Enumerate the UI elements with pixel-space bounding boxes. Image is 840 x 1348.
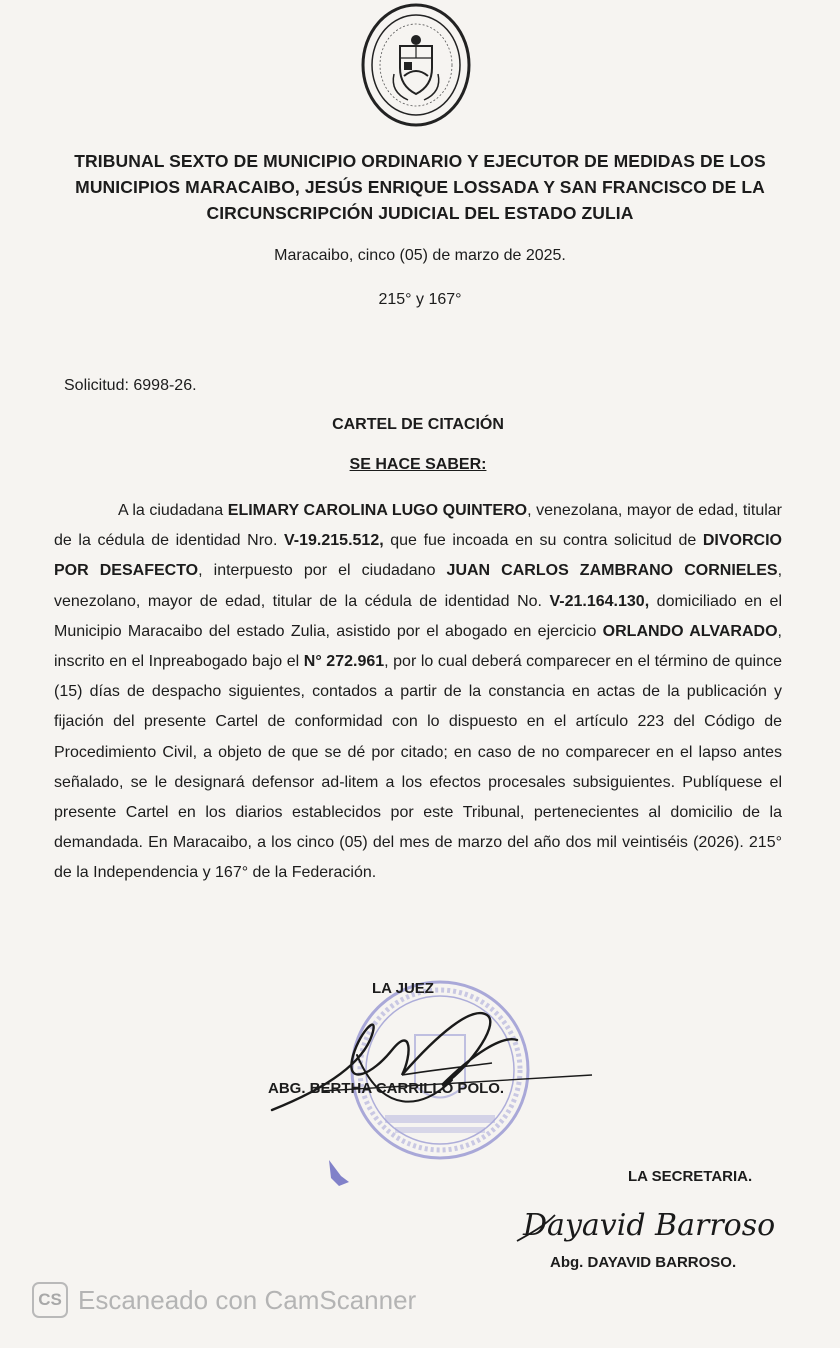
- judge-name: ABG. BERTHA CARRILLO POLO.: [268, 1080, 505, 1097]
- body-bold-text: V-21.164.130,: [549, 592, 650, 610]
- notice-body: [54, 496, 782, 889]
- secretary-handwritten-signature: Dayavid Barroso: [523, 1208, 776, 1243]
- body-text: que fue incoada en su contra solicitud de: [383, 532, 703, 550]
- independence-federation-years: 215° y 167°: [378, 291, 462, 308]
- court-title-line: MUNICIPIOS MARACAIBO, JESÚS ENRIQUE LOSSADA Y SAN FRANCISCO DE LA: [75, 177, 765, 197]
- body-bold-text: N° 272.961: [303, 653, 385, 671]
- court-title: [40, 148, 800, 226]
- secretary-label: LA SECRETARIA.: [628, 1168, 753, 1185]
- court-title-line: CIRCUNSCRIPCIÓN JUDICIAL DEL ESTADO ZULIA: [206, 203, 634, 223]
- body-bold-text: ELIMARY CAROLINA LUGO QUINTERO: [227, 502, 528, 519]
- camscanner-logo-icon: CS: [32, 1282, 68, 1318]
- camscanner-text: Escaneado con CamScanner: [78, 1284, 417, 1315]
- coat-of-arms-seal-icon: [360, 2, 472, 128]
- body-bold-text: ORLANDO ALVARADO: [602, 622, 778, 640]
- judge-signature-icon: [262, 995, 602, 1125]
- camscanner-watermark: [32, 1280, 416, 1320]
- secretary-name: Abg. DAYAVID BARROSO.: [550, 1254, 737, 1271]
- body-bold-text: DIVORCIO POR DESAFECTO: [54, 532, 782, 580]
- body-text: , inscrito en el Inpreabogado bajo el: [54, 622, 782, 671]
- document-heading: CARTEL DE CITACIÓN: [332, 416, 504, 433]
- document-subheading: SE HACE SABER:: [349, 456, 487, 473]
- body-text: domiciliado en el Municipio Maracaibo del estado Zulia, asistido por el abogado en ejercicio: [54, 592, 782, 640]
- court-title-line: TRIBUNAL SEXTO DE MUNICIPIO ORDINARIO Y EJECUTOR DE MEDIDAS DE LOS: [74, 151, 766, 171]
- request-number: Solicitud: 6998-26.: [64, 377, 197, 394]
- body-text: , venezolana, mayor de edad, titular de la cédula de identidad Nro.: [54, 502, 783, 550]
- secretary-signature: [515, 1195, 785, 1255]
- body-bold-text: V-19.215.512,: [284, 532, 384, 550]
- body-bold-text: JUAN CARLOS ZAMBRANO CORNIELES: [446, 562, 778, 580]
- document-date: Maracaibo, cinco (05) de marzo de 2025.: [274, 247, 566, 264]
- body-text: , interpuesto por el ciudadano: [198, 562, 447, 580]
- judge-label: LA JUEZ: [372, 980, 434, 997]
- body-text: A la ciudadana: [118, 502, 228, 519]
- ink-mark-icon: [323, 1156, 353, 1190]
- body-text: , venezolano, mayor de edad, titular de la cédula de identidad No.: [54, 562, 783, 610]
- body-text: , por lo cual deberá comparecer en el término de quince (15) días de despacho siguientes, contados a partir de la constancia en actas de la publicación y fijación del presente Cartel de conformidad con lo dispuesto en el artículo 223 del Código de Procedimiento Civil, a objeto de que se dé por citado; en caso de no comparecer en el lapso antes señalado, se le designará defensor ad-litem a los efectos procesales subsiguientes. Publíquese el presente Cartel en los diarios establecidos por este Tribunal, pertenecientes al domicilio de la demandada. En Maracaibo, a los cinco (05) del mes de marzo del año dos mil veintiséis (2026). 215° de la Independencia y 167° de la Federación.: [54, 653, 783, 882]
